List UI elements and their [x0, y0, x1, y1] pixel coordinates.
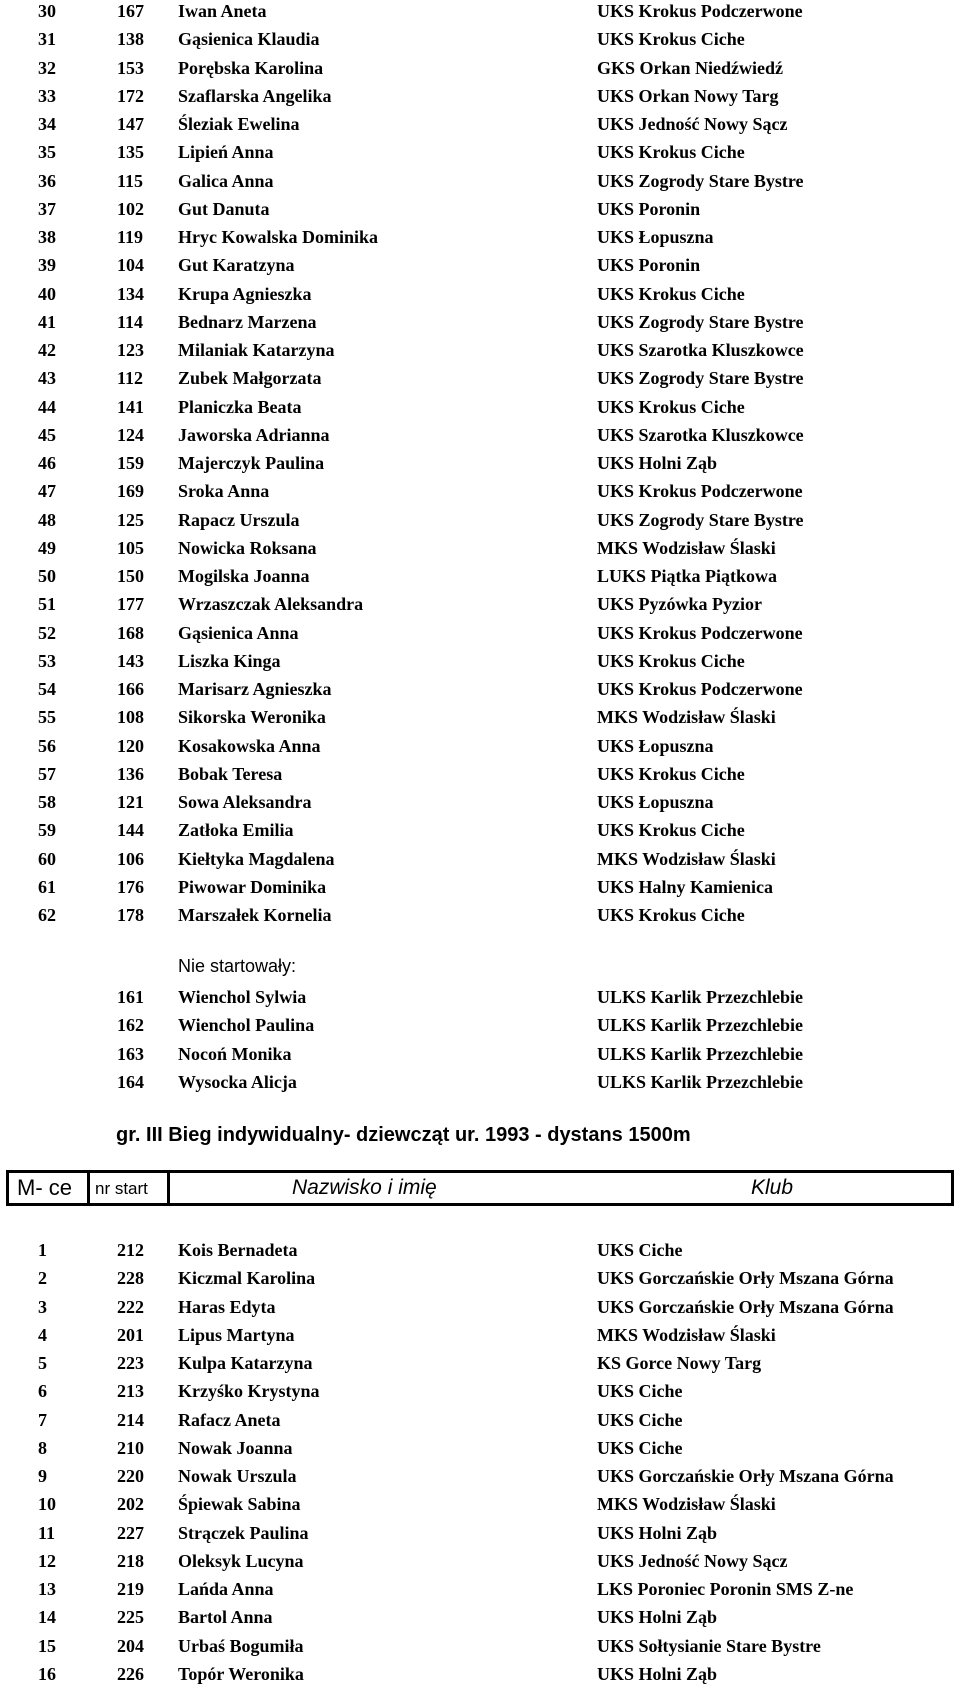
header-club: Klub	[751, 1176, 794, 1199]
start-no: 162	[117, 1015, 144, 1036]
place: 44	[38, 396, 56, 417]
athlete-name: Kiczmal Karolina	[178, 1268, 316, 1289]
club: UKS Łopuszna	[597, 227, 714, 247]
athlete-name: Lańda Anna	[178, 1579, 274, 1599]
start-no: 169	[117, 481, 144, 502]
club: UKS Orkan Nowy Targ	[597, 85, 779, 106]
athlete-name: Wienchol Paulina	[178, 1015, 315, 1036]
club: ULKS Karlik Przezchlebie	[597, 1015, 803, 1036]
start-no: 136	[117, 763, 144, 784]
club: MKS Wodzisław Ślaski	[597, 1494, 776, 1515]
place: 9	[38, 1466, 47, 1486]
table-row	[0, 1322, 960, 1348]
table-row	[0, 676, 960, 702]
club: UKS Krokus Ciche	[597, 142, 745, 163]
place: 38	[38, 227, 56, 247]
place: 39	[38, 255, 56, 276]
table-row	[0, 1520, 960, 1546]
athlete-name: Majerczyk Paulina	[178, 453, 325, 473]
place: 32	[38, 57, 56, 78]
place: 37	[38, 198, 56, 219]
athlete-name: Kois Bernadeta	[178, 1240, 298, 1260]
athlete-name: Oleksyk Lucyna	[178, 1550, 304, 1571]
start-no: 119	[117, 227, 144, 247]
start-no: 220	[117, 1466, 144, 1486]
club: LKS Poroniec Poronin SMS Z-ne	[597, 1579, 854, 1599]
athlete-name: Marisarz Agnieszka	[178, 679, 332, 699]
place: 36	[38, 170, 56, 191]
athlete-name: Szaflarska Angelika	[178, 85, 332, 106]
place: 13	[38, 1579, 56, 1599]
start-no: 124	[117, 424, 144, 445]
athlete-name: Topór Weronika	[178, 1663, 304, 1684]
club: UKS Zogrody Stare Bystre	[597, 170, 804, 191]
table-row	[0, 1407, 960, 1433]
table-row	[0, 1069, 960, 1095]
place: 53	[38, 650, 56, 671]
athlete-name: Kulpa Katarzyna	[178, 1353, 313, 1373]
club: UKS Sołtysianie Stare Bystre	[597, 1635, 821, 1656]
table-row	[0, 478, 960, 504]
athlete-name: Kiełtyka Magdalena	[178, 848, 335, 869]
group-title: gr. III Bieg indywidualny- dziewcząt ur. 1993 - dystans 1500m	[116, 1124, 691, 1146]
start-no: 164	[117, 1071, 144, 1092]
start-no: 201	[117, 1324, 144, 1345]
place: 14	[38, 1607, 56, 1628]
athlete-name: Śpiewak Sabina	[178, 1494, 301, 1515]
start-no: 123	[117, 340, 144, 360]
start-no: 226	[117, 1663, 144, 1684]
club: UKS Krokus Ciche	[597, 763, 745, 784]
start-no: 106	[117, 848, 144, 869]
start-no: 219	[117, 1579, 144, 1599]
athlete-name: Gut Danuta	[178, 198, 270, 219]
start-no: 223	[117, 1353, 144, 1373]
athlete-name: Wysocka Alicja	[178, 1071, 297, 1092]
place: 35	[38, 142, 56, 163]
table-row	[0, 1463, 960, 1489]
place: 7	[38, 1409, 47, 1430]
club: UKS Krokus Ciche	[597, 905, 745, 925]
table-row	[0, 1491, 960, 1517]
place: 58	[38, 792, 56, 812]
table-row	[0, 1294, 960, 1320]
table-row	[0, 507, 960, 533]
athlete-name: Krupa Agnieszka	[178, 283, 312, 304]
place: 52	[38, 622, 56, 643]
club: UKS Holni Ząb	[597, 453, 718, 473]
club: UKS Zogrody Stare Bystre	[597, 509, 804, 530]
athlete-name: Rapacz Urszula	[178, 509, 300, 530]
start-no: 153	[117, 57, 144, 78]
header-divider	[87, 1170, 90, 1206]
place: 49	[38, 537, 56, 558]
club: UKS Krokus Ciche	[597, 650, 745, 671]
table-row	[0, 984, 960, 1010]
place: 61	[38, 876, 56, 897]
place: 12	[38, 1550, 56, 1571]
table-row	[0, 1041, 960, 1067]
club: LUKS Piątka Piątkowa	[597, 566, 778, 586]
place: 40	[38, 283, 56, 304]
athlete-name: Nowak Joanna	[178, 1437, 293, 1458]
athlete-name: Piwowar Dominika	[178, 876, 327, 897]
table-row	[0, 0, 960, 24]
table-row	[0, 1604, 960, 1630]
athlete-name: Marszałek Kornelia	[178, 905, 332, 925]
start-no: 115	[117, 170, 144, 191]
table-row	[0, 111, 960, 137]
athlete-name: Lipień Anna	[178, 142, 274, 163]
place: 33	[38, 85, 56, 106]
start-no: 138	[117, 29, 144, 50]
club: UKS Holni Ząb	[597, 1522, 718, 1543]
club: UKS Gorczańskie Orły Mszana Górna	[597, 1466, 894, 1486]
dns-label: Nie startowały:	[178, 956, 297, 976]
athlete-name: Hryc Kowalska Dominika	[178, 227, 379, 247]
table-row	[0, 1012, 960, 1038]
club: UKS Halny Kamienica	[597, 876, 774, 897]
place: 54	[38, 679, 56, 699]
place: 31	[38, 29, 56, 50]
place: 15	[38, 1635, 56, 1656]
club: UKS Krokus Ciche	[597, 283, 745, 304]
table-row	[0, 337, 960, 363]
club: MKS Wodzisław Ślaski	[597, 848, 776, 869]
table-row	[0, 83, 960, 109]
table-row	[0, 846, 960, 872]
athlete-name: Nowicka Roksana	[178, 537, 317, 558]
club: KS Gorce Nowy Targ	[597, 1353, 762, 1373]
start-no: 225	[117, 1607, 144, 1628]
place: 55	[38, 707, 56, 728]
start-no: 228	[117, 1268, 144, 1289]
start-no: 112	[117, 368, 144, 389]
athlete-name: Haras Edyta	[178, 1296, 276, 1317]
start-no: 120	[117, 735, 144, 756]
athlete-name: Iwan Aneta	[178, 1, 267, 21]
place: 10	[38, 1494, 56, 1515]
club: GKS Orkan Niedźwiedź	[597, 57, 784, 78]
table-row	[0, 365, 960, 391]
club: UKS Krokus Ciche	[597, 820, 745, 841]
athlete-name: Bobak Teresa	[178, 763, 283, 784]
athlete-name: Liszka Kinga	[178, 650, 281, 671]
athlete-name: Urbaś Bogumiła	[178, 1635, 304, 1656]
table-row	[0, 620, 960, 646]
start-no: 125	[117, 509, 144, 530]
start-no: 134	[117, 283, 144, 304]
club: UKS Holni Ząb	[597, 1663, 718, 1684]
athlete-name: Nocoń Monika	[178, 1043, 292, 1064]
place: 2	[38, 1268, 47, 1289]
athlete-name: Rafacz Aneta	[178, 1409, 281, 1430]
athlete-name: Jaworska Adrianna	[178, 424, 330, 445]
club: UKS Szarotka Kluszkowce	[597, 424, 804, 445]
place: 51	[38, 594, 56, 615]
table-row	[0, 224, 960, 250]
club: UKS Ciche	[597, 1409, 683, 1430]
start-no: 212	[117, 1240, 144, 1260]
start-no: 202	[117, 1494, 144, 1515]
athlete-name: Krzyśko Krystyna	[178, 1381, 320, 1402]
club: MKS Wodzisław Ślaski	[597, 707, 776, 728]
athlete-name: Milaniak Katarzyna	[178, 340, 335, 360]
table-row	[0, 648, 960, 674]
place: 47	[38, 481, 56, 502]
header-name: Nazwisko i imię	[292, 1176, 437, 1199]
start-no: 218	[117, 1550, 144, 1571]
place: 30	[38, 1, 56, 21]
table-row	[0, 450, 960, 476]
athlete-name: Zatłoka Emilia	[178, 820, 294, 841]
start-no: 104	[117, 255, 144, 276]
table-row	[0, 55, 960, 81]
start-no: 214	[117, 1409, 144, 1430]
place: 60	[38, 848, 56, 869]
table-row	[0, 1435, 960, 1461]
club: UKS Łopuszna	[597, 792, 714, 812]
table-row	[0, 196, 960, 222]
club: UKS Ciche	[597, 1240, 683, 1260]
table-row	[0, 422, 960, 448]
place: 46	[38, 453, 56, 473]
table-row	[0, 1548, 960, 1574]
club: UKS Poronin	[597, 198, 701, 219]
place: 50	[38, 566, 56, 586]
table-row	[0, 281, 960, 307]
table-row	[0, 1661, 960, 1687]
place: 5	[38, 1353, 47, 1373]
athlete-name: Sikorska Weronika	[178, 707, 326, 728]
club: UKS Jedność Nowy Sącz	[597, 1550, 788, 1571]
start-no: 176	[117, 876, 144, 897]
athlete-name: Śleziak Ewelina	[178, 114, 300, 134]
table-row	[0, 902, 960, 928]
table-row	[0, 1350, 960, 1376]
athlete-name: Strączek Paulina	[178, 1522, 309, 1543]
table-row	[0, 1237, 960, 1263]
place: 62	[38, 905, 56, 925]
start-no: 135	[117, 142, 144, 163]
table-row	[0, 704, 960, 730]
club: ULKS Karlik Przezchlebie	[597, 987, 803, 1007]
place: 3	[38, 1296, 47, 1317]
club: UKS Pyzówka Pyzior	[597, 594, 762, 615]
table-row	[0, 761, 960, 787]
start-no: 167	[117, 1, 144, 21]
table-row	[0, 874, 960, 900]
place: 56	[38, 735, 56, 756]
table-row	[0, 394, 960, 420]
place: 11	[38, 1522, 56, 1543]
athlete-name: Planiczka Beata	[178, 396, 302, 417]
start-no: 108	[117, 707, 144, 728]
table-row	[0, 309, 960, 335]
club: ULKS Karlik Przezchlebie	[597, 1071, 803, 1092]
place: 16	[38, 1663, 56, 1684]
athlete-name: Mogilska Joanna	[178, 566, 310, 586]
athlete-name: Sroka Anna	[178, 481, 270, 502]
place: 48	[38, 509, 56, 530]
table-row	[0, 252, 960, 278]
table-row	[0, 1378, 960, 1404]
table-row	[0, 1265, 960, 1291]
start-no: 141	[117, 396, 144, 417]
table-row	[0, 535, 960, 561]
place: 1	[38, 1240, 47, 1260]
start-no: 143	[117, 650, 144, 671]
athlete-name: Gąsienica Anna	[178, 622, 299, 643]
place: 59	[38, 820, 56, 841]
start-no: 147	[117, 114, 144, 134]
place: 57	[38, 763, 56, 784]
start-no: 204	[117, 1635, 144, 1656]
club: UKS Gorczańskie Orły Mszana Górna	[597, 1296, 894, 1317]
start-no: 161	[117, 987, 144, 1007]
start-no: 178	[117, 905, 144, 925]
table-row	[0, 1633, 960, 1659]
athlete-name: Kosakowska Anna	[178, 735, 321, 756]
athlete-name: Zubek Małgorzata	[178, 368, 322, 389]
club: UKS Poronin	[597, 255, 701, 276]
club: UKS Ciche	[597, 1381, 683, 1402]
start-no: 177	[117, 594, 144, 615]
table-row	[0, 817, 960, 843]
start-no: 114	[117, 311, 144, 332]
table-row	[0, 1576, 960, 1602]
club: UKS Zogrody Stare Bystre	[597, 368, 804, 389]
start-no: 166	[117, 679, 144, 699]
club: UKS Ciche	[597, 1437, 683, 1458]
athlete-name: Wrzaszczak Aleksandra	[178, 594, 364, 615]
athlete-name: Gąsienica Klaudia	[178, 29, 320, 50]
start-no: 159	[117, 453, 144, 473]
athlete-name: Sowa Aleksandra	[178, 792, 312, 812]
table-row	[0, 139, 960, 165]
club: UKS Krokus Podczerwone	[597, 1, 803, 21]
place: 34	[38, 114, 56, 134]
place: 6	[38, 1381, 47, 1402]
club: UKS Holni Ząb	[597, 1607, 718, 1628]
start-no: 105	[117, 537, 144, 558]
table-row	[0, 26, 960, 52]
header-place: M- ce	[17, 1175, 72, 1200]
place: 4	[38, 1324, 47, 1345]
place: 8	[38, 1437, 47, 1458]
place: 45	[38, 424, 56, 445]
club: ULKS Karlik Przezchlebie	[597, 1043, 803, 1064]
start-no: 102	[117, 198, 144, 219]
athlete-name: Nowak Urszula	[178, 1466, 297, 1486]
table-row	[0, 789, 960, 815]
athlete-name: Galica Anna	[178, 170, 274, 191]
place: 41	[38, 311, 56, 332]
club: MKS Wodzisław Ślaski	[597, 537, 776, 558]
place: 43	[38, 368, 56, 389]
athlete-name: Gut Karatzyna	[178, 255, 295, 276]
place: 42	[38, 340, 56, 360]
club: MKS Wodzisław Ślaski	[597, 1324, 776, 1345]
start-no: 213	[117, 1381, 144, 1402]
header-start-no: nr start	[95, 1179, 148, 1198]
club: UKS Krokus Podczerwone	[597, 481, 803, 502]
club: UKS Krokus Podczerwone	[597, 622, 803, 643]
start-no: 222	[117, 1296, 144, 1317]
table-row	[0, 168, 960, 194]
club: UKS Łopuszna	[597, 735, 714, 756]
club: UKS Zogrody Stare Bystre	[597, 311, 804, 332]
start-no: 227	[117, 1522, 144, 1543]
table-row	[0, 733, 960, 759]
start-no: 121	[117, 792, 144, 812]
start-no: 168	[117, 622, 144, 643]
table-row	[0, 591, 960, 617]
start-no: 172	[117, 85, 144, 106]
athlete-name: Porębska Karolina	[178, 57, 324, 78]
club: UKS Jedność Nowy Sącz	[597, 114, 788, 134]
club: UKS Krokus Ciche	[597, 29, 745, 50]
start-no: 150	[117, 566, 144, 586]
athlete-name: Bednarz Marzena	[178, 311, 317, 332]
column-header	[6, 1170, 954, 1206]
table-row	[0, 563, 960, 589]
start-no: 210	[117, 1437, 144, 1458]
club: UKS Gorczańskie Orły Mszana Górna	[597, 1268, 894, 1289]
club: UKS Szarotka Kluszkowce	[597, 340, 804, 360]
club: UKS Krokus Ciche	[597, 396, 745, 417]
header-divider	[167, 1170, 170, 1206]
athlete-name: Wienchol Sylwia	[178, 987, 307, 1007]
club: UKS Krokus Podczerwone	[597, 679, 803, 699]
athlete-name: Bartol Anna	[178, 1607, 273, 1628]
athlete-name: Lipus Martyna	[178, 1324, 295, 1345]
start-no: 163	[117, 1043, 144, 1064]
start-no: 144	[117, 820, 144, 841]
